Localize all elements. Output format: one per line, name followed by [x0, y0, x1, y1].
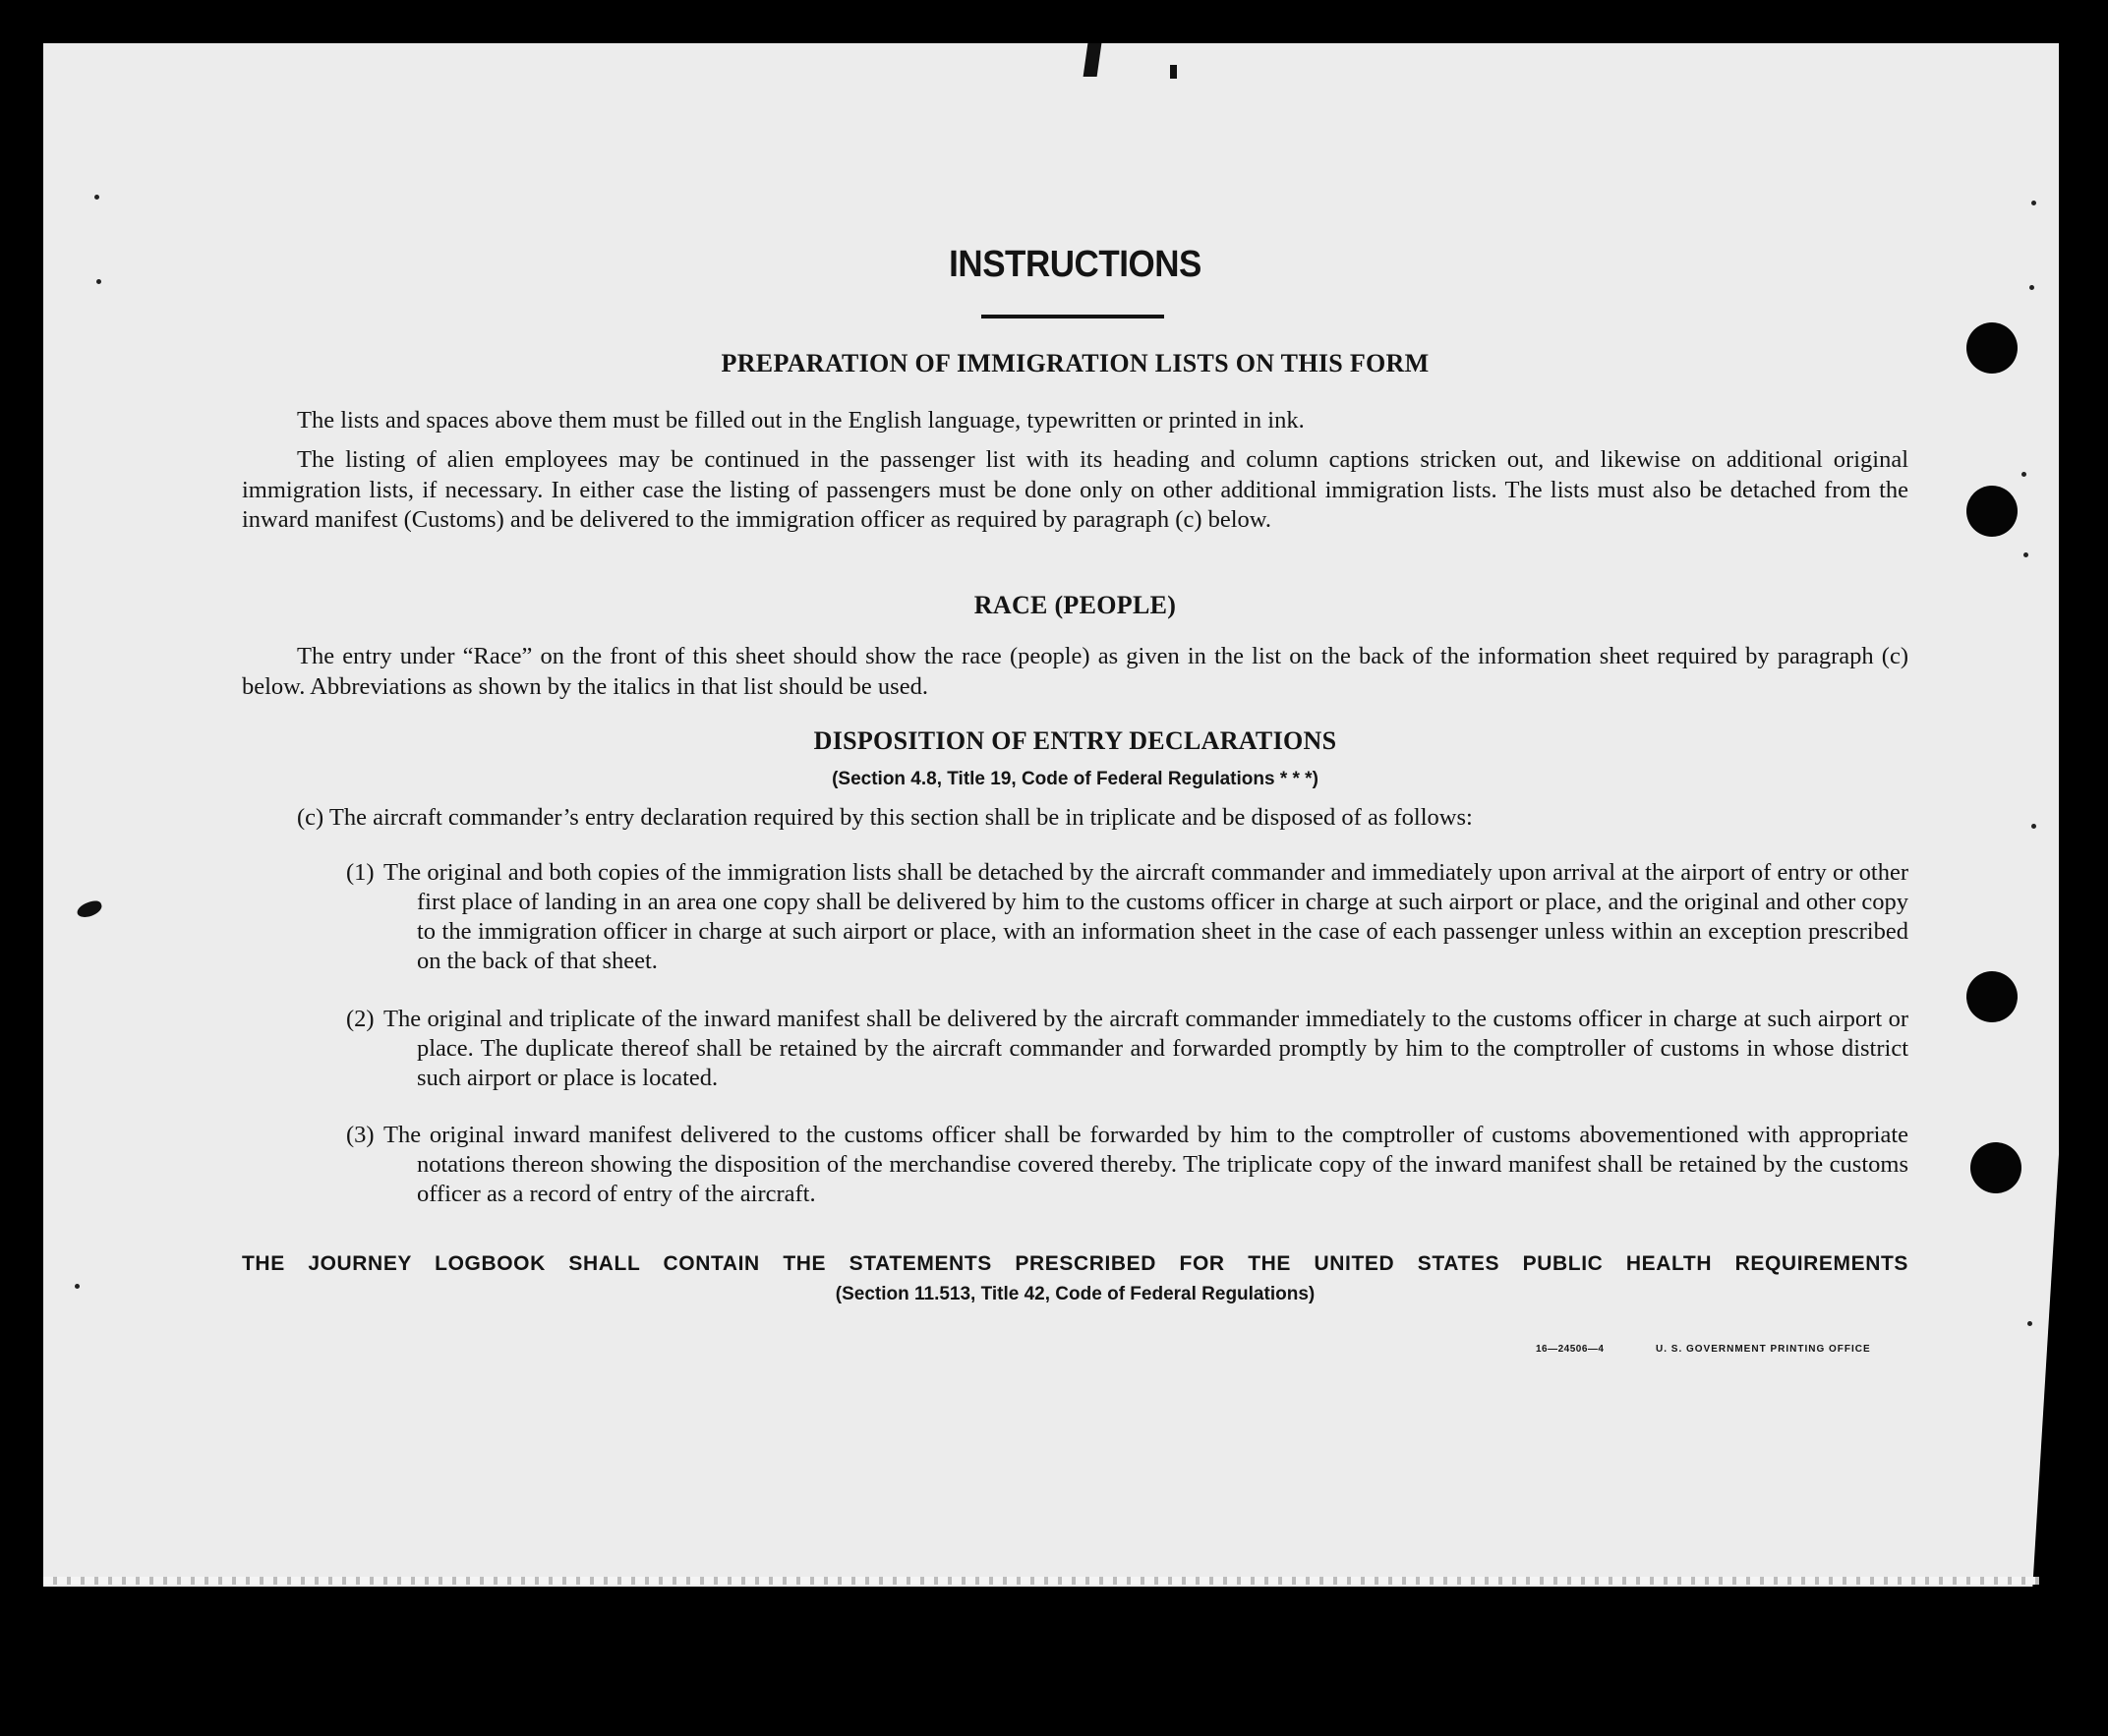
speck [2029, 285, 2034, 290]
health-requirements-statement: THE JOURNEY LOGBOOK SHALL CONTAIN THE STATEMENTS PRESCRIBED FOR THE UNITED STATES PUBLIC HEALTH REQUIREMENTS [242, 1252, 1908, 1275]
section-heading-race: RACE (PEOPLE) [973, 591, 1177, 619]
paragraph-race-entry: The entry under “Race” on the front of this sheet should show the race (people) as given in the list on the back of the information sheet required by paragraph (c) below. Abbreviations as shown by the italics in that list should be used. [242, 643, 1908, 700]
list-item-1 [346, 858, 1908, 976]
speck [2031, 201, 2036, 205]
paragraph-alien-employees: The listing of alien employees may be continued in the passenger list with its heading and column captions stricken out, and likewise on additional original immigration lists, if necessary. In either case the listing of passengers must be done only on other additional immigration lists. The lists must also be detached from the inward manifest (Customs) and be delivered to the immigration officer as required by paragraph (c) below. [242, 446, 1908, 533]
staple-mark-small [1170, 65, 1177, 79]
item-text: The original and both copies of the immigration lists shall be detached by the aircraft commander and immediately upon arrival at the airport of entry or other first place of landing in an area one copy shall be delivered by him to the customs officer in charge at such airport or place, and the original and other copy to the immigration officer in charge at such airport or place, with an information sheet in the case of each passenger unless within an exception prescribed on the back of that sheet. [383, 859, 1908, 974]
section-heading-preparation: PREPARATION OF IMMIGRATION LISTS ON THIS FORM [721, 349, 1430, 377]
punch-hole [1966, 322, 2018, 374]
item-number: (1) [346, 859, 375, 886]
item-text: The original inward manifest delivered to the customs officer shall be forwarded by him to the comptroller of customs abovementioned with appropriate notations thereon showing the disposition of the merchandise covered thereby. The triplicate copy of the inward manifest shall be retained by the customs officer as a record of entry of the aircraft. [383, 1122, 1908, 1207]
speck [2021, 472, 2026, 477]
punch-hole [1970, 1142, 2021, 1193]
speck [2031, 824, 2036, 829]
page-title: INSTRUCTIONS [949, 244, 1201, 285]
speck [2027, 1321, 2032, 1326]
speck [75, 1284, 80, 1289]
regulation-reference: (Section 4.8, Title 19, Code of Federal Regulations * * *) [832, 769, 1318, 789]
health-regulation-reference: (Section 11.513, Title 42, Code of Federal Regulations) [835, 1284, 1316, 1304]
item-number: (3) [346, 1122, 375, 1148]
paragraph-language: The lists and spaces above them must be filled out in the English language, typewritten or printed in ink. [297, 407, 1305, 434]
paragraph-c-intro: (c) The aircraft commander’s entry declaration required by this section shall be in triplicate and be disposed of as follows: [297, 804, 1473, 831]
speck [96, 279, 101, 284]
perforated-edge [43, 1577, 2039, 1585]
punch-hole [1966, 971, 2018, 1022]
speck [94, 195, 99, 200]
form-number: 16—24506—4 [1536, 1344, 1605, 1355]
item-text: The original and triplicate of the inward manifest shall be delivered by the aircraft commander immediately to the customs officer in charge at such airport or place. The duplicate thereof shall be retained by the aircraft commander and forwarded promptly by him to the comptroller of customs in whose district such airport or place is located. [383, 1006, 1908, 1091]
speck [2023, 552, 2028, 557]
punch-hole [1966, 486, 2018, 537]
list-item-2 [346, 1005, 1908, 1093]
item-number: (2) [346, 1006, 375, 1032]
printer-imprint: U. S. GOVERNMENT PRINTING OFFICE [1656, 1344, 1871, 1355]
section-heading-disposition: DISPOSITION OF ENTRY DECLARATIONS [813, 726, 1337, 755]
title-underline [981, 315, 1164, 318]
list-item-3 [346, 1121, 1908, 1209]
